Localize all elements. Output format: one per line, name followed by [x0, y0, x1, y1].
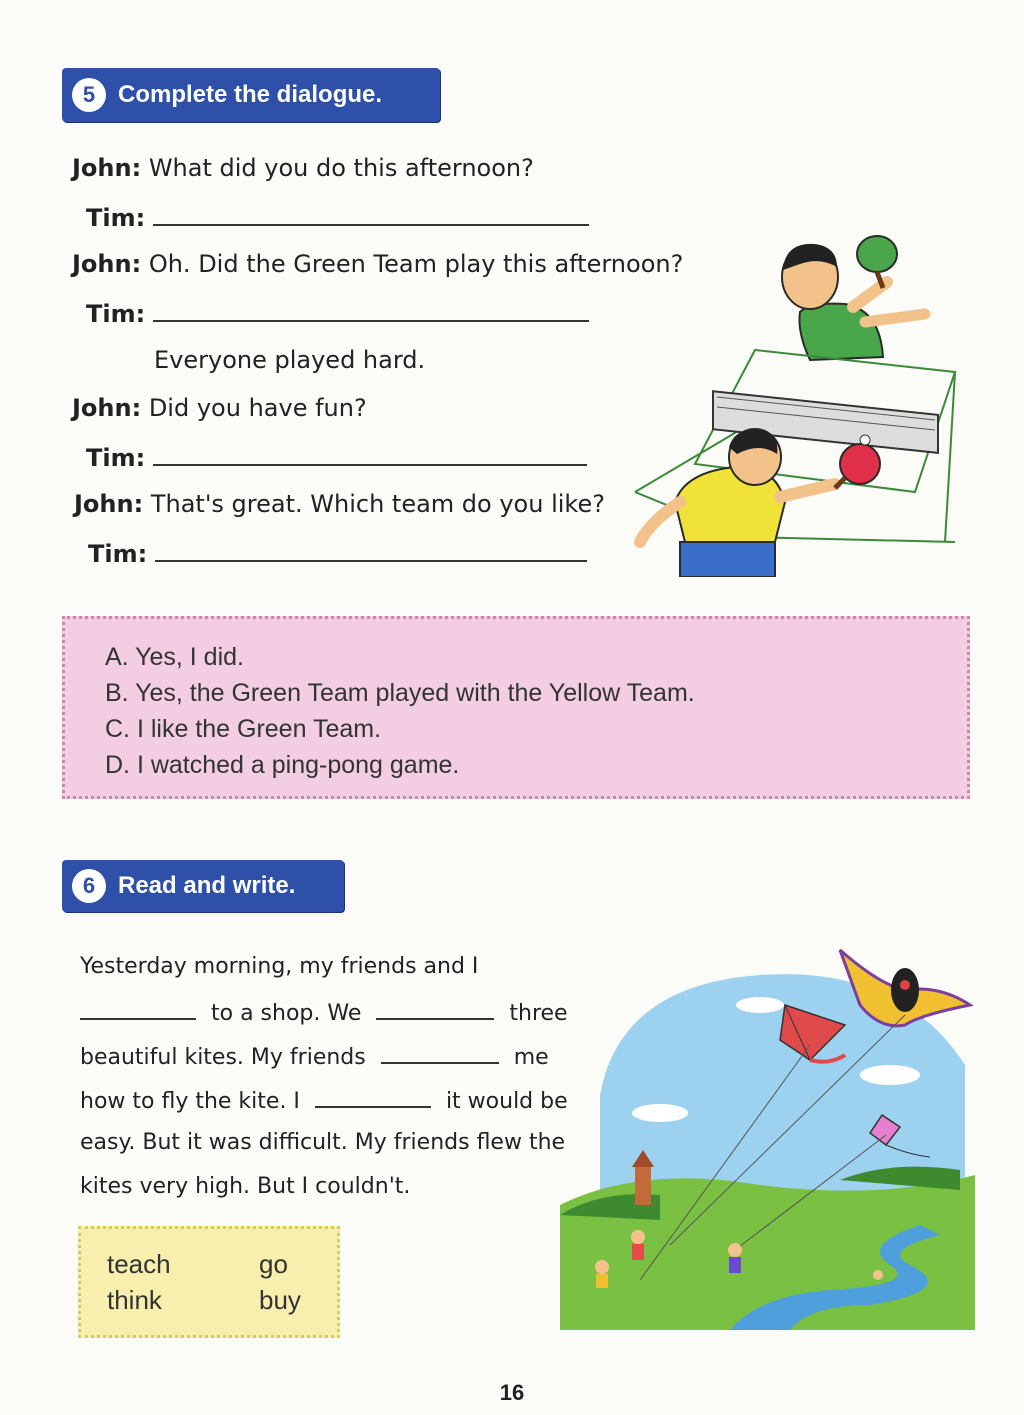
paragraph-text: beautiful kites. My friends [80, 1045, 366, 1070]
word-buy: buy [259, 1285, 301, 1315]
paragraph-text: how to fly the kite. I [80, 1089, 300, 1114]
paragraph-line-3 [80, 1042, 549, 1070]
paragraph-line-4 [80, 1086, 568, 1114]
dialogue-text: Did you have fun? [148, 394, 367, 422]
dialogue-text: Everyone played hard. [154, 346, 426, 374]
answer-blank-4[interactable] [155, 538, 587, 562]
paragraph-text: to a shop. We [211, 1001, 362, 1026]
paragraph-text: easy. But it was difficult. My friends flew the [80, 1130, 566, 1155]
speaker-tim: Tim: [86, 444, 146, 472]
paragraph-line-6 [80, 1174, 410, 1199]
dialogue-text: What did you do this afternoon? [148, 154, 534, 182]
section-6-number: 6 [72, 869, 106, 903]
dialogue-line-3 [72, 250, 683, 278]
word-blank-3[interactable] [381, 1042, 499, 1064]
dialogue-text: That's great. Which team do you like? [150, 490, 605, 518]
word-teach: teach [107, 1249, 171, 1279]
paragraph-line-5 [80, 1130, 565, 1155]
word-go: go [259, 1249, 288, 1279]
paragraph-line-1 [80, 954, 478, 979]
kite-flying-illustration [560, 945, 975, 1330]
dialogue-line-1 [72, 154, 534, 182]
dialogue-line-2 [86, 202, 589, 232]
section-6-title: Read and write. [118, 872, 296, 899]
back-player [782, 236, 925, 360]
option-a: A. Yes, I did. [105, 643, 244, 671]
dialogue-line-7 [86, 442, 587, 472]
dialogue-line-4 [86, 298, 589, 328]
dialogue-line-6 [72, 394, 367, 422]
page-number: 16 [499, 1380, 525, 1405]
word-think: think [107, 1285, 162, 1315]
paragraph-text: three [509, 1001, 568, 1026]
speaker-tim: Tim: [88, 540, 148, 568]
option-d: D. I watched a ping-pong game. [105, 751, 460, 779]
option-b: B. Yes, the Green Team played with the Yellow Team. [105, 679, 695, 707]
word-blank-4[interactable] [315, 1086, 431, 1108]
speaker-tim: Tim: [86, 300, 146, 328]
answer-options-box [62, 616, 970, 799]
speaker-john: John: [72, 394, 142, 422]
word-blank-2[interactable] [376, 998, 494, 1020]
dialogue-line-5 [154, 346, 425, 374]
dialogue-line-8 [74, 490, 605, 518]
paragraph-text: it would be [445, 1089, 568, 1114]
option-c: C. I like the Green Team. [105, 715, 382, 743]
answer-blank-1[interactable] [153, 202, 589, 226]
section-6-header [62, 860, 344, 912]
word-bank-box [78, 1226, 340, 1338]
dialogue-line-9 [88, 538, 587, 568]
ping-pong-illustration [625, 232, 965, 577]
speaker-john: John: [74, 490, 144, 518]
section-5-header [62, 68, 440, 122]
paragraph-line-2 [80, 998, 568, 1026]
dialogue-text: Oh. Did the Green Team play this afternoon? [148, 250, 684, 278]
section-5-title: Complete the dialogue. [118, 81, 383, 108]
answer-blank-2[interactable] [153, 298, 589, 322]
speaker-john: John: [72, 250, 142, 278]
speaker-john: John: [72, 154, 142, 182]
speaker-tim: Tim: [86, 204, 146, 232]
front-player [640, 429, 880, 577]
word-blank-1[interactable] [80, 998, 196, 1020]
paragraph-text: Yesterday morning, my friends and I [80, 954, 479, 979]
section-5-number: 5 [72, 78, 106, 112]
answer-blank-3[interactable] [153, 442, 587, 466]
paragraph-text: me [513, 1045, 549, 1070]
paragraph-text: kites very high. But I couldn't. [80, 1174, 411, 1199]
